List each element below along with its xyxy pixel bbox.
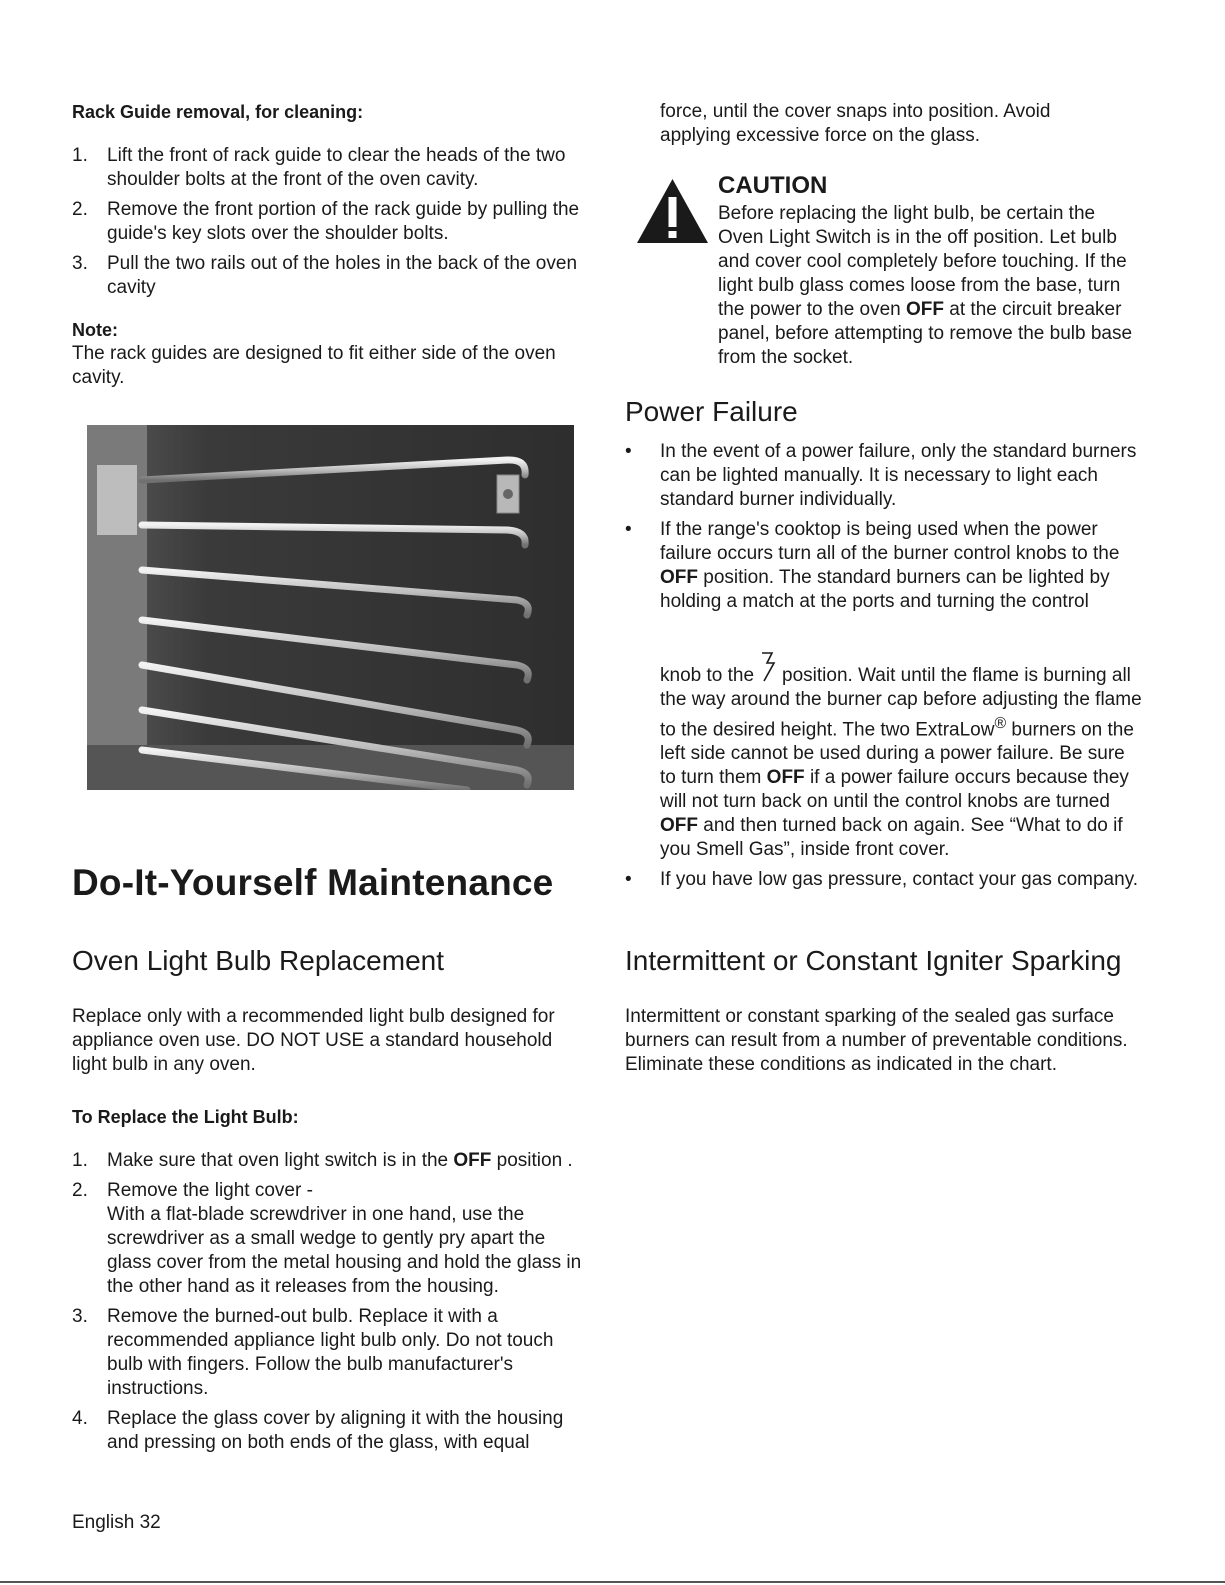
power-failure-list — [625, 440, 1145, 892]
text-run: knob to the — [660, 665, 755, 686]
left-column — [72, 100, 592, 390]
list-item — [72, 144, 592, 192]
bottom-rule — [0, 1581, 1225, 1583]
text-run: position . — [491, 1150, 573, 1171]
flame-symbol-icon — [756, 649, 780, 683]
rack-guide-heading: Rack Guide removal, for cleaning: — [72, 102, 364, 122]
list-item — [72, 1179, 592, 1299]
bold-off: OFF — [453, 1150, 492, 1171]
continued-text — [660, 100, 1080, 148]
list-item-text: Pull the two rails out of the holes in the back of the oven cavity — [107, 253, 578, 298]
text-run: burners on the left side cannot be used during a power failure. Be sure to turn them — [660, 719, 1134, 789]
bold-off: OFF — [660, 815, 698, 837]
text-run: at the circuit breaker panel, before attempting to remove the bulb base from the socket. — [718, 299, 1133, 368]
note-heading: Note: — [72, 320, 118, 340]
list-item — [625, 868, 1145, 892]
text-run: Remove the light cover - — [107, 1180, 313, 1201]
list-number: 4. — [72, 1408, 88, 1429]
text-run: Make sure that oven light switch is in the — [107, 1150, 454, 1171]
page-title: Do-It-Yourself Maintenance — [72, 862, 554, 903]
rack-steps-list — [72, 144, 592, 300]
list-number: 1. — [72, 145, 88, 166]
text-run: If you have low gas pressure, contact your gas company. — [660, 869, 1139, 891]
bulb-section-title: Oven Light Bulb Replacement — [72, 945, 444, 976]
igniter-section — [625, 945, 1145, 1077]
list-number: 1. — [72, 1150, 88, 1171]
igniter-title: Intermittent or Constant Igniter Sparking — [625, 945, 1122, 976]
bullet: • — [625, 441, 632, 462]
registered-mark: ® — [994, 715, 1007, 732]
text-run: If the range's cooktop is being used when the power failure occurs turn all of the burner control knobs to the — [660, 519, 1120, 564]
bulb-section — [72, 945, 592, 1461]
list-item-text: Lift the front of rack guide to clear the heads of the two shoulder bolts at the front of the oven cavity. — [107, 145, 566, 190]
text-run: if a power failure occurs because they will not turn back on until the control knobs are turned — [660, 767, 1129, 813]
list-number: 2. — [72, 1180, 88, 1201]
bulb-intro-text: Replace only with a recommended light bulb designed for appliance oven use. DO NOT USE a standard household light bulb in any oven. — [72, 1006, 555, 1075]
list-item — [72, 252, 592, 300]
text-run: position. Wait until the flame is burning all the way around the burner cap before adjusting the flame to the desired height. The two ExtraLow — [660, 665, 1142, 741]
rack-guide-photo — [87, 425, 574, 790]
note-text: The rack guides are designed to fit either side of the oven cavity. — [72, 343, 556, 388]
list-item — [72, 1407, 592, 1455]
replace-bulb-heading: To Replace the Light Bulb: — [72, 1107, 299, 1127]
list-item — [625, 440, 1145, 512]
caution-box — [625, 172, 1145, 372]
text-run: Before replacing the light bulb, be certain the Oven Light Switch is in the off position. Let bulb and cover cool completely before touching. If the light bulb glass comes loose from the base, turn the power to the oven — [718, 203, 1127, 320]
bold-off: OFF — [660, 567, 698, 588]
caution-title: CAUTION — [718, 172, 828, 199]
power-failure-title: Power Failure — [625, 396, 798, 427]
warning-icon — [635, 177, 710, 245]
power-failure-section — [625, 396, 1145, 898]
list-item — [72, 198, 592, 246]
continued-paragraph: force, until the cover snaps into position. Avoid applying excessive force on the glass. — [660, 101, 1051, 146]
list-item — [72, 1149, 592, 1173]
bold-off: OFF — [906, 299, 945, 320]
bullet: • — [625, 869, 632, 891]
list-item — [625, 518, 1145, 862]
list-number: 3. — [72, 253, 88, 274]
text-run: and then turned back on again. See “What to do if you Smell Gas”, inside front cover. — [660, 815, 1123, 861]
text-run: Replace the glass cover by aligning it with the housing and pressing on both ends of the glass, with equal — [107, 1408, 564, 1453]
replace-steps-list — [72, 1149, 592, 1455]
list-item-text: Remove the front portion of the rack guide by pulling the guide's key slots over the shoulder bolts. — [107, 199, 580, 244]
list-number: 3. — [72, 1306, 88, 1327]
text-run: Remove the burned-out bulb. Replace it with a recommended appliance light bulb only. Do not touch bulb with fingers. Follow the bulb manufacturer's instructions. — [107, 1306, 554, 1399]
list-item — [72, 1305, 592, 1401]
text-run: position. The standard burners can be lighted by holding a match at the ports and turning the control — [660, 567, 1110, 612]
igniter-text: Intermittent or constant sparking of the sealed gas surface burners can result from a number of preventable conditions. Eliminate these conditions as indicated in the chart. — [625, 1006, 1128, 1075]
bullet: • — [625, 519, 632, 540]
page-footer: English 32 — [72, 1512, 161, 1533]
text-run: In the event of a power failure, only the standard burners can be lighted manually. It is necessary to light each standard burner individually. — [660, 441, 1137, 510]
caution-text — [718, 202, 1138, 370]
text-run: With a flat-blade screwdriver in one hand, use the screwdriver as a small wedge to gently pry apart the glass cover from the metal housing and hold the glass in the other hand as it releases from the housing. — [107, 1204, 582, 1297]
list-number: 2. — [72, 199, 88, 220]
bold-off: OFF — [766, 767, 805, 789]
